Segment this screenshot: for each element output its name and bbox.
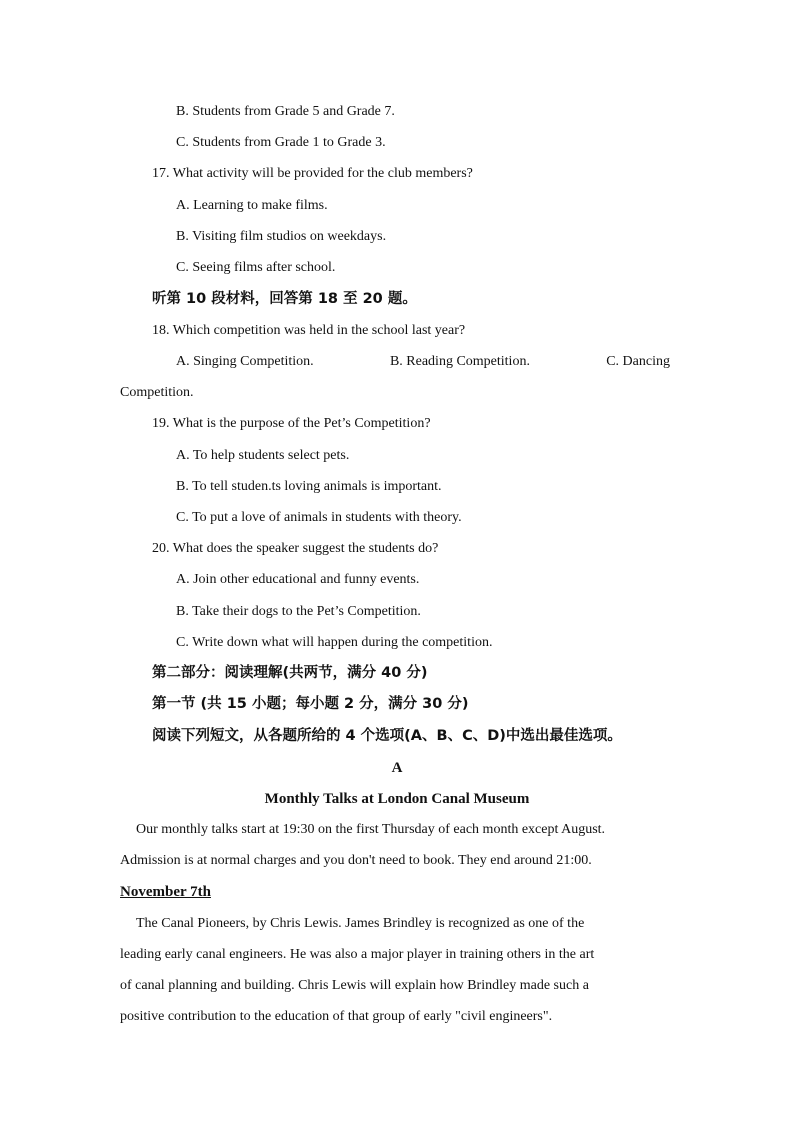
q18-question: 18. Which competition was held in the school last year? bbox=[152, 323, 466, 338]
q18-option-c: C. Dancing bbox=[606, 354, 670, 369]
q18-option-b: B. Reading Competition. bbox=[389, 354, 530, 369]
passage-label: A bbox=[391, 760, 403, 776]
passage-para-line-3: of canal planning and building. Chris Lewis will explain how Brindley made such a bbox=[120, 978, 589, 993]
q17-question: 17. What activity will be provided for the club members? bbox=[152, 166, 473, 181]
part2-section1: 第一节 (共 15 小题；每小题 2 分，满分 30 分) bbox=[152, 696, 469, 712]
part2-heading: 第二部分：阅读理解(共两节，满分 40 分) bbox=[152, 665, 428, 681]
passage-title: Monthly Talks at London Canal Museum bbox=[264, 791, 530, 807]
q19-option-a: A. To help students select pets. bbox=[176, 448, 350, 463]
passage-intro-line-2: Admission is at normal charges and you don't need to book. They end around 21:00. bbox=[120, 853, 592, 868]
q19-option-b: B. To tell studen.ts loving animals is important. bbox=[176, 479, 442, 494]
q19-question: 19. What is the purpose of the Pet’s Competition? bbox=[152, 416, 431, 431]
q16-option-b: B. Students from Grade 5 and Grade 7. bbox=[176, 104, 395, 119]
q20-option-c: C. Write down what will happen during the competition. bbox=[176, 635, 493, 650]
passage-para-line-4: positive contribution to the education of that group of early "civil engineers". bbox=[120, 1009, 553, 1024]
passage-para-line-1: The Canal Pioneers, by Chris Lewis. James Brindley is recognized as one of the bbox=[136, 916, 585, 931]
q17-option-c: C. Seeing films after school. bbox=[176, 260, 336, 275]
passage-intro-line-1: Our monthly talks start at 19:30 on the first Thursday of each month except August. bbox=[136, 822, 606, 837]
q16-option-c: C. Students from Grade 1 to Grade 3. bbox=[176, 135, 386, 150]
q20-option-b: B. Take their dogs to the Pet’s Competition. bbox=[176, 604, 421, 619]
q19-option-c: C. To put a love of animals in students with theory. bbox=[176, 510, 462, 525]
q17-option-a: A. Learning to make films. bbox=[176, 198, 328, 213]
passage-para-line-2: leading early canal engineers. He was also a major player in training others in the art bbox=[120, 947, 595, 962]
section-10-instruction: 听第 10 段材料，回答第 18 至 20 题。 bbox=[152, 291, 417, 307]
q17-option-b: B. Visiting film studios on weekdays. bbox=[176, 229, 387, 244]
q18-option-a: A. Singing Competition. bbox=[176, 354, 314, 369]
q20-question: 20. What does the speaker suggest the students do? bbox=[152, 541, 439, 556]
q18-option-c-continued: Competition. bbox=[120, 385, 194, 400]
part2-instruction: 阅读下列短文，从各题所给的 4 个选项(A、B、C、D)中选出最佳选项。 bbox=[152, 728, 622, 744]
passage-date-heading: November 7th bbox=[120, 884, 211, 900]
q18-options-row bbox=[176, 353, 670, 371]
q20-option-a: A. Join other educational and funny events. bbox=[176, 572, 420, 587]
